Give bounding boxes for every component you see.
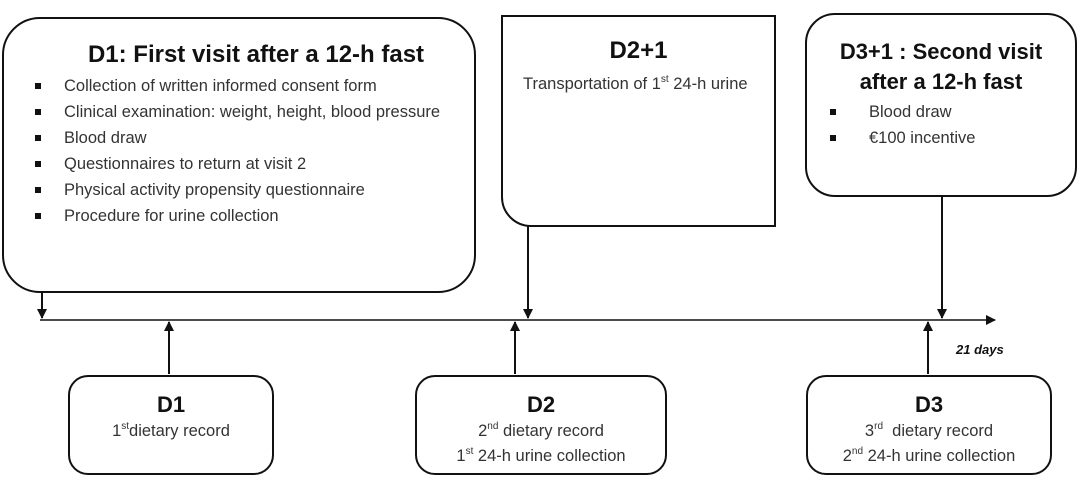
transport-text: Transportation of 1st 24-h urine <box>523 73 748 93</box>
visit1-box <box>2 17 476 293</box>
visit2-title-line1: D3+1 : Second visit <box>839 39 1043 64</box>
visit1-title: D1: First visit after a 12-h fast <box>87 41 425 68</box>
visit1-item: Blood draw <box>28 125 458 151</box>
d2-box <box>415 375 667 475</box>
visit1-list <box>4 73 458 229</box>
transport-box <box>501 15 776 227</box>
visit2-list <box>807 99 1075 151</box>
visit2-box <box>805 13 1077 197</box>
visit1-item: Clinical examination: weight, height, blood pressure <box>28 99 458 125</box>
d3-title: D3 <box>914 392 944 417</box>
visit2-title-line2: after a 12-h fast <box>859 69 1023 94</box>
visit1-item: Questionnaires to return at visit 2 <box>28 151 458 177</box>
transport-title: D2+1 <box>609 37 668 64</box>
d1-title: D1 <box>156 392 186 417</box>
visit2-item: €100 incentive <box>823 125 1075 151</box>
d1-text: 1stdietary record <box>112 420 230 440</box>
duration-label: 21 days <box>956 342 1004 357</box>
visit1-item: Collection of written informed consent form <box>28 73 458 99</box>
d3-line1: 3rd dietary record <box>864 420 994 440</box>
visit1-item: Physical activity propensity questionnaire <box>28 177 458 203</box>
visit2-item: Blood draw <box>823 99 1075 125</box>
d2-title: D2 <box>526 392 556 417</box>
d1-box <box>68 375 274 475</box>
d2-line1: 2nd dietary record <box>478 420 604 440</box>
d3-line2: 2nd 24-h urine collection <box>842 445 1016 465</box>
d3-box <box>806 375 1052 475</box>
d2-line2: 1st 24-h urine collection <box>456 445 626 465</box>
visit1-item: Procedure for urine collection <box>28 203 458 229</box>
